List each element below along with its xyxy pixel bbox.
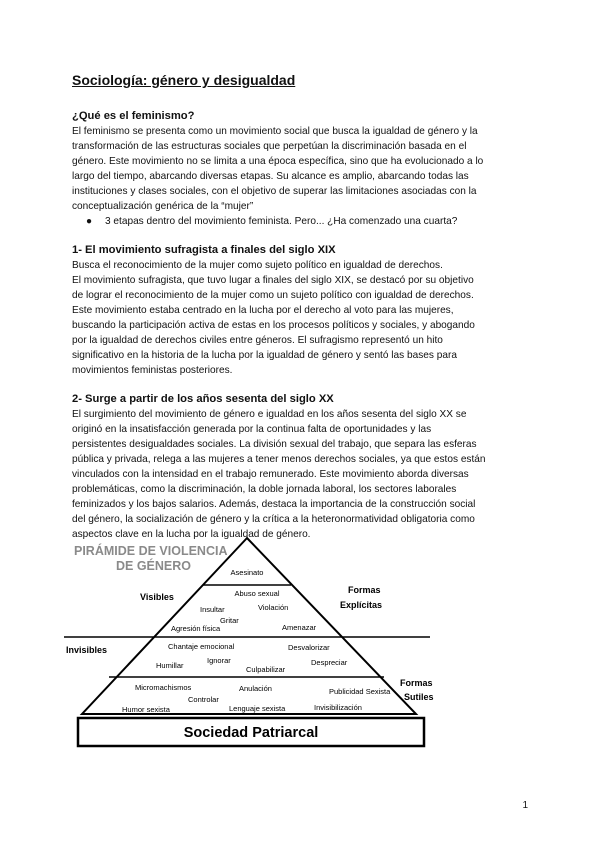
label-formas-sutiles-1: Formas [400,678,433,688]
text-line: transformación de las estructuras sociales que perpetúan la discriminación basada en el [72,141,467,152]
label-formas: Formas [348,585,381,595]
section-heading-sufragista: 1- El movimiento sufragista a finales del siglo XIX [72,244,336,256]
text-line: del género, la socialización de género y la crítica a la heteronormatividad obligatoria como [72,514,475,525]
text-line: originó en la insatisfacción generada por la continua falta de oportunidades y las [72,424,432,435]
pyramid-item: Micromachismos [135,683,192,692]
paragraph-sufragista [72,258,532,378]
text-line: movimientos feministas posteriores. [72,365,233,376]
label-formas-sutiles-2: Sutiles [404,692,434,702]
text-line: conceptualización genérica de la “mujer” [72,201,254,212]
pyramid-item: Lenguaje sexista [229,704,286,713]
text-line: El movimiento sufragista, que tuvo lugar a finales del siglo XIX, se destacó por su objetivo [72,275,474,286]
pyramid-item: Humillar [156,661,184,670]
text-line: El surgimiento del movimiento de género e igualdad en los años sesenta del siglo XX se [72,409,467,420]
pyramid-item: Culpabilizar [246,665,286,674]
text-line: Busca el reconocimiento de la mujer como sujeto político en igualdad de derechos. [72,260,443,271]
paragraph-sesenta [72,407,532,542]
text-line: de lograr el reconocimiento de la mujer como un sujeto político con igualdad de derechos. [72,290,474,301]
page-number: 1 [522,800,528,811]
text-line: aspectos clave en la lucha por la igualdad de género. [72,529,311,540]
pyramid-item: Gritar [220,616,239,625]
document-title: Sociología: género y desigualdad [72,72,296,88]
pyramid-item: Despreciar [311,658,348,667]
violence-pyramid-diagram [64,536,434,748]
label-explicitas: Explícitas [340,600,383,610]
bullet-icon: ● [86,216,93,227]
text-line: instituciones y clases sociales, con el objetivo de superar las limitaciones asociadas con la [72,186,477,197]
text-line: El feminismo se presenta como un movimiento social que busca la igualdad de género y la [72,126,478,137]
pyramid-item: Chantaje emocional [168,642,235,651]
section-heading-feminismo: ¿Qué es el feminismo? [72,110,195,122]
pyramid-item: Controlar [188,695,219,704]
pyramid-item: Anulación [239,684,272,693]
pyramid-base-label: Sociedad Patriarcal [183,725,319,741]
pyramid-item: Abuso sexual [234,589,280,598]
text-line: persistentes desigualdades sociales. La división sexual del trabajo, que separa las esferas [72,439,477,450]
pyramid-item: Invisibilización [314,703,362,712]
pyramid-item: Violación [258,603,289,612]
label-invisibles: Invisibles [66,645,108,655]
text-line: vinculados con la intensidad en el trabajo remunerado. Este movimiento aborda diversas [72,469,469,480]
pyramid-item: Insultar [200,605,225,614]
text-line: problemáticas, como la discriminación, la doble jornada laboral, los sectores laborales [72,484,457,495]
pyramid-item: Amenazar [282,623,317,632]
pyramid-item: Asesinato [230,568,264,577]
bullet-text: 3 etapas dentro del movimiento feminista. Pero... ¿Ha comenzado una cuarta? [105,216,458,227]
text-line: por la igualdad de derechos civiles entre géneros. El sufragismo representó un hito [72,335,443,346]
section-heading-sesenta: 2- Surge a partir de los años sesenta del siglo XX [72,393,334,405]
pyramid-title-line2: DE GÉNERO [116,559,192,573]
text-line: significativo en la historia de la lucha por la igualdad de género y sentó las bases para [72,350,457,361]
pyramid-title-line1: PIRÁMIDE DE VIOLENCIA [74,544,228,558]
text-line: género. Este movimiento no se limita a una época específica, sino que ha evolucionado a lo [72,156,484,167]
text-line: feminizados y los bajos salarios. Además, destaca la importancia de la construcción social [72,499,476,510]
list-item [72,214,532,229]
pyramid-item: Agresión física [171,624,221,633]
text-line: Este movimiento estaba centrado en la lucha por el derecho al voto para las mujeres, [72,305,454,316]
pyramid-item: Desvalorizar [288,643,330,652]
pyramid-item: Ignorar [207,656,231,665]
text-line: buscando la participación activa de estas en los procesos políticos y sociales, y abogando [72,320,475,331]
label-visibles: Visibles [140,592,174,602]
pyramid-item: Humor sexista [122,705,170,714]
document-page [72,72,532,542]
text-line: largo del tiempo, abarcando diversas etapas. Su alcance es amplio, abarcando todas las [72,171,469,182]
text-line: pública y privada, relega a las mujeres a tener menos derechos sociales, ya que estos están [72,454,486,465]
bullet-list [72,214,532,229]
paragraph-feminismo [72,124,532,214]
pyramid-item: Publicidad Sexista [329,687,391,696]
